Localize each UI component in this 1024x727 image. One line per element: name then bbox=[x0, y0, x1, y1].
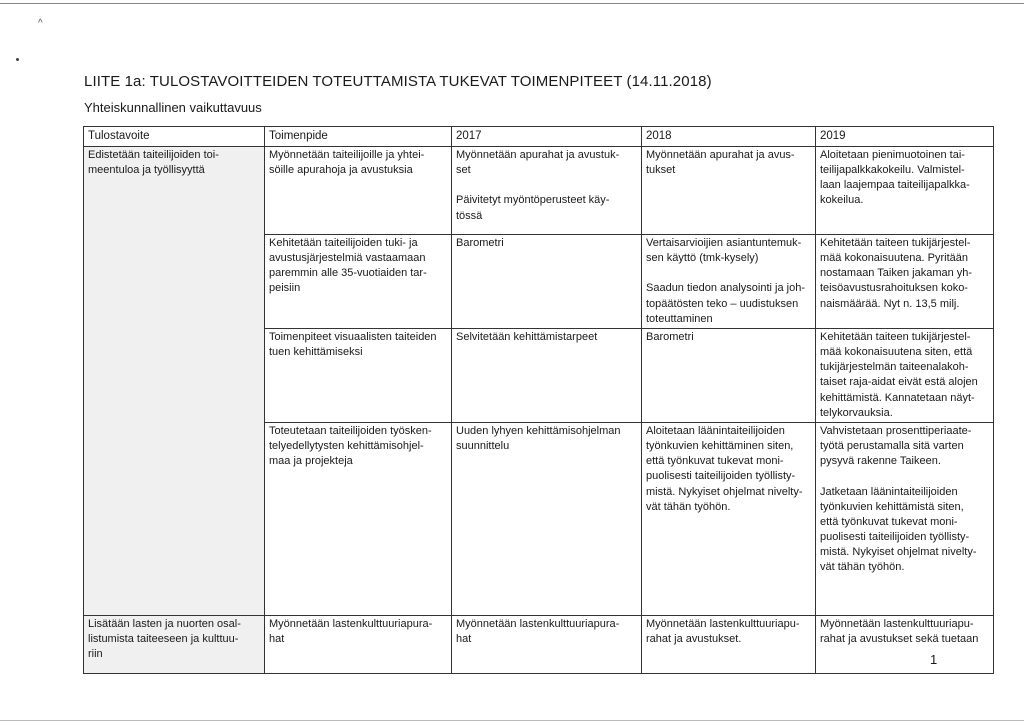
cell-2018-text: Vertaisarvioijien asiantuntemuk- sen käyttö (tmk-kysely) Saadun tiedon analysointi ja joh- topäätösten teko – uudistuksen toteuttaminen bbox=[646, 236, 806, 325]
cell-2018-text: Myönnetään apurahat ja avus- tukset bbox=[646, 148, 795, 177]
cell-2018-text: Myönnetään lastenkulttuuriapu- rahat ja avustukset. bbox=[646, 617, 800, 646]
scan-dot-icon bbox=[16, 58, 19, 61]
cell-2019 bbox=[816, 328, 994, 422]
scan-mark-icon: ^ bbox=[38, 18, 43, 29]
header-tulostavoite: Tulostavoite bbox=[84, 127, 265, 147]
cell-2018-text: Aloitetaan läänintaiteilijoiden työnkuvien kehittäminen siten, että työnkuvat tukevat moni- puolisesti taiteilijoiden työllisty- mistä. Nykyiset ohjelmat nivelty- vät tähän työhön. bbox=[646, 424, 803, 513]
cell-2017 bbox=[452, 422, 642, 615]
scan-border-top bbox=[0, 3, 1024, 4]
cell-2019-text: Myönnetään lastenkulttuuriapu- rahat ja avustukset sekä tuetaan bbox=[820, 617, 979, 646]
cell-2018 bbox=[642, 234, 816, 328]
measure-cell bbox=[265, 422, 452, 615]
measure-text: Kehitetään taiteilijoiden tuki- ja avustusjärjestelmiä vastaamaan paremmin alle 35-vuotiaiden tar- peisiin bbox=[269, 236, 427, 295]
cell-2018 bbox=[642, 422, 816, 615]
cell-2017-text: Barometri bbox=[456, 236, 504, 249]
cell-2017 bbox=[452, 146, 642, 234]
page-number: 1 bbox=[930, 652, 938, 667]
measure-cell bbox=[265, 328, 452, 422]
header-2018: 2018 bbox=[642, 127, 816, 147]
goal-text: Lisätään lasten ja nuorten osal- listumista taiteeseen ja kulttuu- riin bbox=[88, 617, 241, 661]
cell-2017-text: Myönnetään lastenkulttuuriapura- hat bbox=[456, 617, 620, 646]
cell-2018 bbox=[642, 615, 816, 673]
measure-cell bbox=[265, 615, 452, 673]
measure-text: Toteutetaan taiteilijoiden työsken- telyedellytysten kehittämisohjel- maa ja projekteja bbox=[269, 424, 432, 468]
goal-cell bbox=[84, 615, 265, 673]
cell-2019-text: Kehitetään taiteen tukijärjestel- mää kokonaisuutena siten, että tukijärjestelmän taiteenalakoh- taiset raja-aidat eivät estä alojen kehittämistä. Kannatetaan näyt- telykorvauksia. bbox=[820, 330, 978, 419]
cell-2019-text: Aloitetaan pienimuotoinen tai- teilijapalkkakokeilu. Valmistel- laan laajempaa taiteilijapalkka- kokeilua. bbox=[820, 148, 970, 207]
cell-2017-text: Selvitetään kehittämistarpeet bbox=[456, 330, 598, 343]
cell-2019-text: Kehitetään taiteen tukijärjestel- mää kokonaisuutena. Pyritään nostamaan Taiken jakaman yh- teisöavustusrahoituksen koko- naismäärää. Nyt n. 13,5 milj. bbox=[820, 236, 973, 310]
cell-2017 bbox=[452, 234, 642, 328]
table-row bbox=[84, 615, 994, 673]
cell-2018-text: Barometri bbox=[646, 330, 694, 343]
cell-2018 bbox=[642, 146, 816, 234]
goal-text: Edistetään taiteilijoiden toi- meentuloa ja työllisyyttä bbox=[88, 148, 219, 177]
measures-table bbox=[83, 126, 994, 674]
scan-border-bottom bbox=[0, 720, 1024, 721]
cell-2019-text: Vahvistetaan prosenttiperiaate- työtä perustamalla sitä varten pysyvä rakenne Taikeen. Jatketaan läänintaiteilijoiden työnkuvien kehittämistä siten, että työnkuvat tukevat moni- puolisesti taiteilijoiden työllisty- mistä. Nykyiset ohjelmat nivelty- vät tähän työhön. bbox=[820, 424, 977, 574]
cell-2017-text: Uuden lyhyen kehittämisohjelman suunnittelu bbox=[456, 424, 621, 453]
table-row bbox=[84, 146, 994, 234]
goal-cell bbox=[84, 146, 265, 615]
document-title: LIITE 1a: TULOSTAVOITTEIDEN TOTEUTTAMISTA TUKEVAT TOIMENPITEET (14.11.2018) bbox=[84, 73, 712, 90]
cell-2017 bbox=[452, 328, 642, 422]
cell-2019 bbox=[816, 234, 994, 328]
cell-2018 bbox=[642, 328, 816, 422]
cell-2017 bbox=[452, 615, 642, 673]
table-header-row bbox=[84, 127, 994, 147]
cell-2017-text: Myönnetään apurahat ja avustuk- set Päivitetyt myöntöperusteet käy- tössä bbox=[456, 148, 620, 222]
header-toimenpide: Toimenpide bbox=[265, 127, 452, 147]
measure-cell bbox=[265, 234, 452, 328]
measure-cell bbox=[265, 146, 452, 234]
document-subtitle: Yhteiskunnallinen vaikuttavuus bbox=[84, 100, 262, 115]
measure-text: Myönnetään taiteilijoille ja yhtei- söille apurahoja ja avustuksia bbox=[269, 148, 425, 177]
measure-text: Myönnetään lastenkulttuuriapura- hat bbox=[269, 617, 433, 646]
measure-text: Toimenpiteet visuaalisten taiteiden tuen kehittämiseksi bbox=[269, 330, 437, 359]
header-2017: 2017 bbox=[452, 127, 642, 147]
cell-2019 bbox=[816, 615, 994, 673]
cell-2019 bbox=[816, 422, 994, 615]
cell-2019 bbox=[816, 146, 994, 234]
header-2019: 2019 bbox=[816, 127, 994, 147]
